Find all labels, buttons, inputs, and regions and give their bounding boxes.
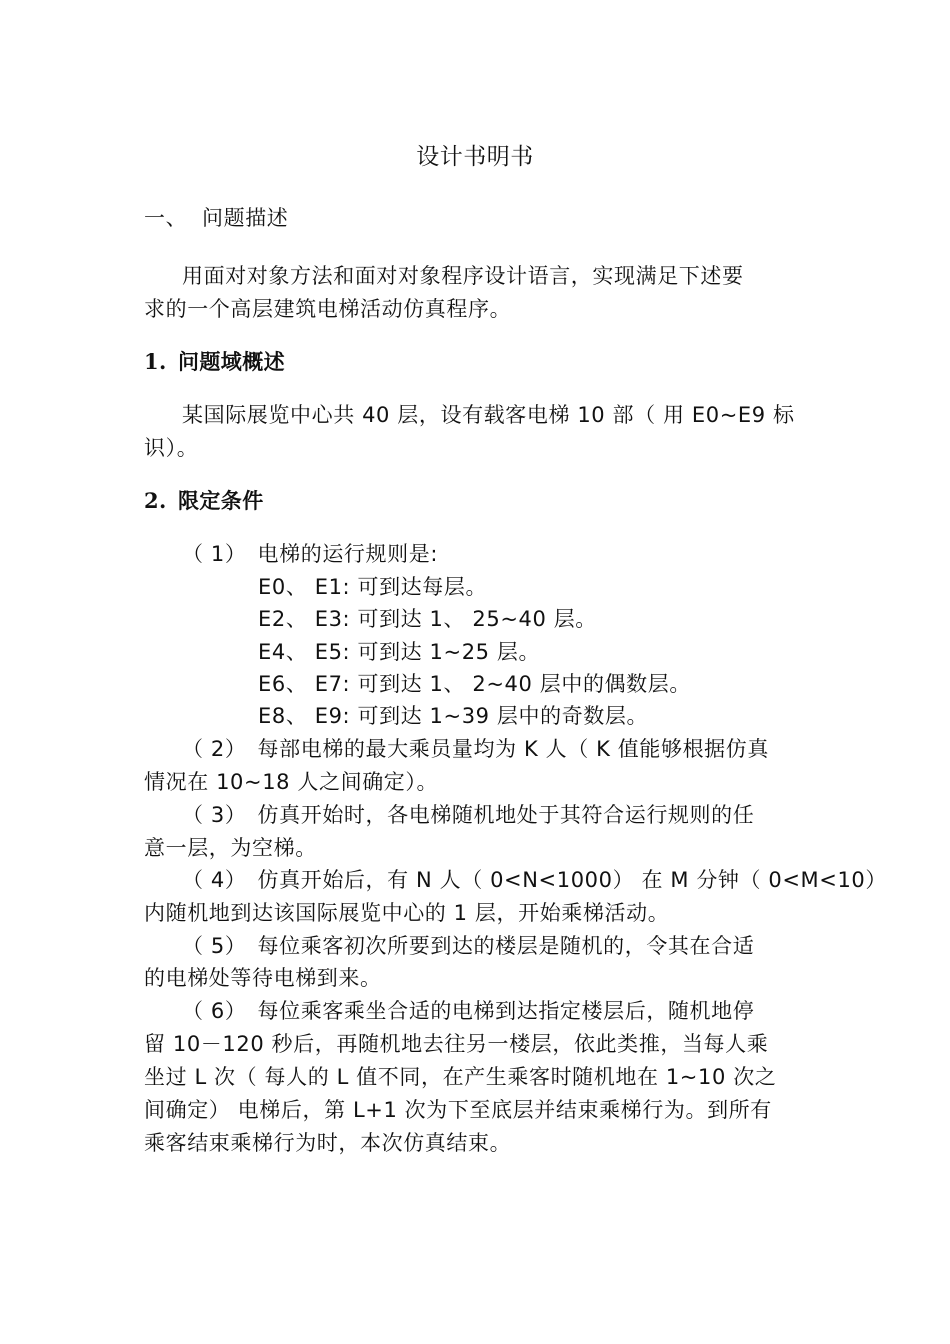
document-title: 设计书明书 xyxy=(416,144,534,170)
subsection-number: 1. xyxy=(144,349,167,374)
section-marker: 一、 xyxy=(144,206,188,230)
list-item-5: （ 5） 每位乘客初次所要到达的楼层是随机的，令其在合适 xyxy=(182,934,755,958)
list-item-5-cont: 的电梯处等待电梯到来。 xyxy=(144,966,382,990)
subsection-number: 2. xyxy=(144,488,167,513)
list-item-2: （ 2） 每部电梯的最大乘员量均为 K 人（ K 值能够根据仿真 xyxy=(182,737,769,761)
list-item-6-cont: 间确定） 电梯后，第 L+1 次为下至底层并结束乘梯行为。到所有 xyxy=(144,1098,772,1122)
list-item-1: （ 1） 电梯的运行规则是: xyxy=(182,542,439,566)
paragraph-line: 某国际展览中心共 40 层，设有载客电梯 10 部（ 用 E0~E9 标 xyxy=(182,403,795,427)
list-item-2-cont: 情况在 10~18 人之间确定）。 xyxy=(144,770,439,794)
list-item-3: （ 3） 仿真开始时，各电梯随机地处于其符合运行规则的任 xyxy=(182,803,755,827)
paragraph-line: 用面对对象方法和面对对象程序设计语言，实现满足下述要 xyxy=(182,264,744,288)
section-heading-text: 问题描述 xyxy=(202,206,289,230)
list-item-6-cont: 留 10－120 秒后，再随机地去往另一楼层，依此类推，当每人乘 xyxy=(144,1032,769,1056)
elevator-rule: E0、 E1: 可到达每层。 xyxy=(258,575,488,599)
section-heading-problem xyxy=(144,202,288,234)
list-item-6-cont: 乘客结束乘梯行为时，本次仿真结束。 xyxy=(144,1131,512,1155)
list-item-4-cont: 内随机地到达该国际展览中心的 1 层，开始乘梯活动。 xyxy=(144,901,670,925)
subsection-heading-constraints xyxy=(144,485,264,517)
paragraph-line: 求的一个高层建筑电梯活动仿真程序。 xyxy=(144,297,512,321)
elevator-rule: E8、 E9: 可到达 1~39 层中的奇数层。 xyxy=(258,704,649,728)
list-item-6: （ 6） 每位乘客乘坐合适的电梯到达指定楼层后，随机地停 xyxy=(182,999,755,1023)
paragraph-line: 识）。 xyxy=(144,436,199,460)
elevator-rule: E2、 E3: 可到达 1、 25~40 层。 xyxy=(258,607,597,631)
list-item-6-cont: 坐过 L 次（ 每人的 L 值不同，在产生乘客时随机地在 1~10 次之 xyxy=(144,1065,777,1089)
list-item-4: （ 4） 仿真开始后，有 N 人（ 0<N<1000） 在 M 分钟（ 0<M<10） xyxy=(182,868,887,892)
list-item-3-cont: 意一层，为空梯。 xyxy=(144,836,317,860)
subsection-heading-domain xyxy=(144,346,285,378)
elevator-rule: E6、 E7: 可到达 1、 2~40 层中的偶数层。 xyxy=(258,672,691,696)
subsection-heading-text: 问题域概述 xyxy=(178,350,285,374)
elevator-rule: E4、 E5: 可到达 1~25 层。 xyxy=(258,640,541,664)
subsection-heading-text: 限定条件 xyxy=(178,489,264,513)
